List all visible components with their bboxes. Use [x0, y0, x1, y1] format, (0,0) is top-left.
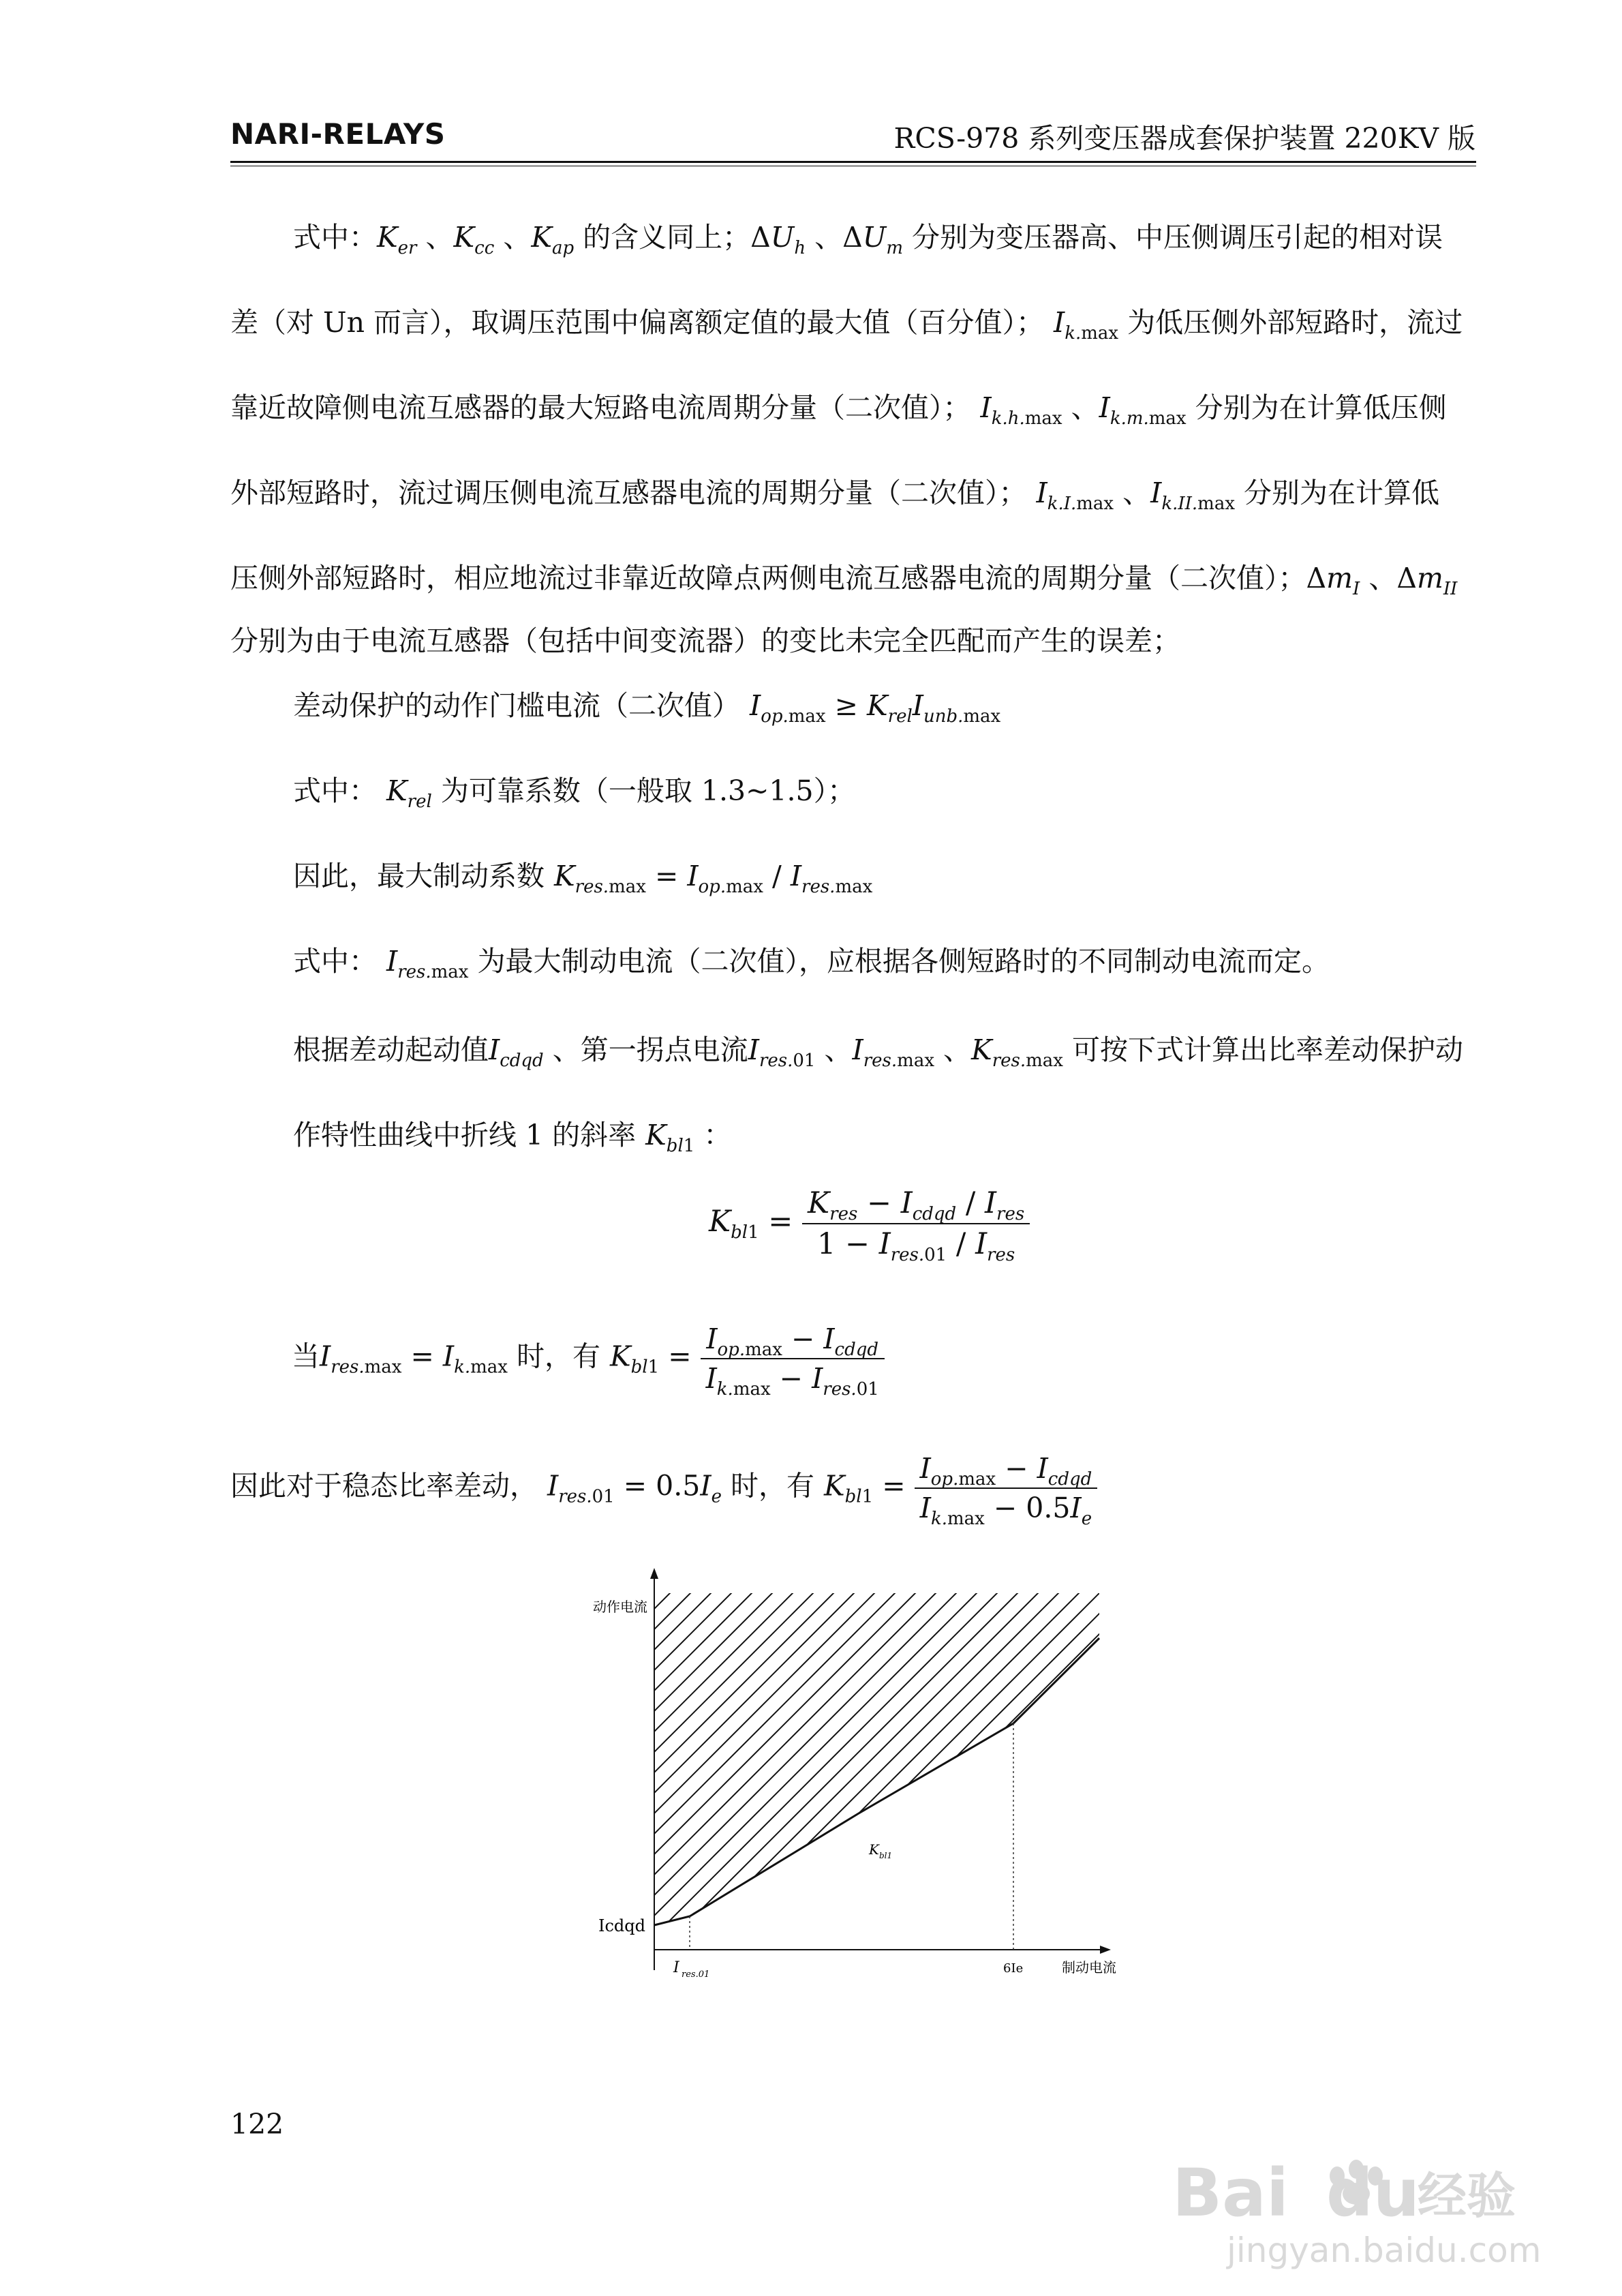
hatch-line — [1111, 1588, 1118, 1970]
header-rule — [230, 161, 1476, 163]
paragraph-line-7: 差动保护的动作门槛电流（二次值） $I_{op.max} \ge K_{rel}I_{unb.max}$ — [293, 689, 1001, 727]
paragraph-line-1: 式中：$K_{er}$ 、$K_{cc}$ 、$K_{ap}$ 的含义同上；$\Delta U_h$ 、$\Delta U_m$ 分别为变压器高、中压侧调压引起的相对误 — [293, 221, 1443, 258]
equation-3: 因此对于稳态比率差动， $I_{res.01} = 0.5I_e$ 时，有 $K_{bl1}$ = $\frac{I_{op.max} - I_{cdqd}}{I_{k.max} - 0.5I_e}$ — [230, 1452, 1097, 1524]
hatch-line — [572, 1588, 797, 1970]
paragraph-line-3: 靠近故障侧电流互感器的最大短路电流周期分量（二次值）； $I_{k.h.max}$ 、$I_{k.m.max}$ 分别为在计算低压侧 — [230, 391, 1447, 429]
hatch-line — [572, 1588, 879, 1970]
hatch-line — [572, 1588, 900, 1970]
watermark-brand: Bai — [1172, 2155, 1289, 2231]
hatch-line — [572, 1588, 940, 1970]
hatch-line — [572, 1588, 838, 1970]
hatch-line — [825, 1588, 1118, 1970]
hatch-line — [661, 1588, 1043, 1970]
hatch-line — [702, 1588, 1084, 1970]
hatch-line — [927, 1588, 1118, 1970]
hatch-line — [572, 1588, 777, 1970]
paragraph-line-5: 压侧外部短路时，相应地流过非靠近故障点两侧电流互感器电流的周期分量（二次值）；$\Delta m_I$ 、$\Delta m_{II}$ — [230, 562, 1458, 599]
hatch-line — [743, 1588, 1118, 1970]
paragraph-line-11: 根据差动起动值$I_{cdqd}$ 、第一拐点电流$I_{res.01}$ 、$I_{res.max}$ 、$K_{res.max}$ 可按下式计算出比率差动保护动 — [293, 1033, 1463, 1071]
watermark-url: jingyan.baidu.com — [1227, 2231, 1540, 2270]
hatch-line — [763, 1588, 1118, 1970]
hatch-line — [886, 1588, 1118, 1970]
paragraph-line-4: 外部短路时，流过调压侧电流互感器电流的周期分量（二次值）； $I_{k.I.max}$ 、$I_{k.II.max}$ 分别为在计算低 — [230, 477, 1440, 514]
header-brand: NARI-RELAYS — [230, 117, 446, 151]
hatch-line — [572, 1588, 859, 1970]
hatch-line — [906, 1588, 1118, 1970]
paragraph-line-10: 式中： $I_{res.max}$ 为最大制动电流（二次值），应根据各侧短路时的不同制动电流而定。 — [293, 945, 1330, 982]
paragraph-line-9: 因此，最大制动系数 $K_{res.max} = I_{op.max} / I_{res.max}$ — [293, 860, 873, 897]
hatch-line — [988, 1588, 1118, 1970]
watermark-service: 经验 — [1418, 2167, 1516, 2224]
hatch-line — [620, 1588, 1002, 1970]
x-first-sub: res.01 — [682, 1969, 710, 1980]
hatch-line — [845, 1588, 1118, 1970]
paragraph-line-12: 作特性曲线中折线 1 的斜率 $K_{bl1}$ ： — [293, 1119, 732, 1156]
x-first-label: I — [673, 1959, 679, 1976]
equation-2-fraction: $\frac{I_{op.max} - I_{cdqd}}{I_{k.max} - I_{res.01}}$ — [701, 1323, 885, 1395]
y-axis-label: 动作电流 — [593, 1599, 647, 1615]
x-axis-arrow — [1100, 1946, 1111, 1954]
differential-characteristic-chart — [572, 1561, 1118, 1984]
hatch-line — [572, 1588, 675, 1970]
baidu-jingyan-watermark — [1159, 2141, 1540, 2277]
y-axis-arrow — [650, 1568, 658, 1579]
hatch-line — [1029, 1588, 1118, 1970]
hatch-line — [572, 1588, 920, 1970]
hatch-line — [722, 1588, 1104, 1970]
curve-label: K — [869, 1841, 879, 1858]
paragraph-line-2: 差（对 Un 而言），取调压范围中偏离额定值的最大值（百分值）； $I_{k.max}$ 为低压侧外部短路时，流过 — [230, 306, 1463, 344]
watermark-brand-2: du — [1326, 2155, 1420, 2231]
x-second-label: 6Ie — [1003, 1961, 1024, 1976]
hatch-line — [572, 1588, 654, 1970]
characteristic-svg — [572, 1561, 1118, 1984]
hatch-line — [1090, 1588, 1118, 1970]
hatch-line — [968, 1588, 1118, 1970]
equation-2: 当$I_{res.max} = I_{k.max}$ 时，有 $K_{bl1}$ = $\frac{I_{op.max} - I_{cdqd}}{I_{k.max} - I_{res.01}}$ — [292, 1323, 885, 1395]
hatch-line — [641, 1588, 1022, 1970]
slope-equation: $K_{bl1}$ = $\frac{K_{res} - I_{cdqd} / I_{res}}{1 - I_{res.01} / I_{res}}$ — [709, 1186, 1030, 1261]
hatch-line — [1070, 1588, 1118, 1970]
equation-3-fraction: $\frac{I_{op.max} - I_{cdqd}}{I_{k.max} - 0.5I_e}$ — [915, 1452, 1098, 1524]
paragraph-line-8: 式中： $K_{rel}$ 为可靠系数（一般取 1.3~1.5）； — [293, 774, 856, 812]
hatch-line — [579, 1588, 961, 1970]
slope-fraction: $\frac{K_{res} - I_{cdqd} / I_{res}}{1 - I_{res.01} / I_{res}}$ — [802, 1186, 1030, 1261]
y-start-label: Icdqd — [598, 1916, 646, 1935]
hatch-line — [682, 1588, 1063, 1970]
hatch-line — [1009, 1588, 1118, 1970]
hatch-line — [600, 1588, 981, 1970]
x-axis-label: 制动电流 — [1062, 1959, 1116, 1976]
paragraph-line-6: 分别为由于电流互感器（包括中间变流器）的变比未完全匹配而产生的误差； — [230, 624, 1180, 657]
hatch-line — [1050, 1588, 1118, 1970]
page-number: 122 — [230, 2108, 284, 2141]
curve-label-sub: bl1 — [879, 1851, 893, 1860]
header-title: RCS-978 系列变压器成套保护装置 220KV 版 — [893, 122, 1475, 155]
